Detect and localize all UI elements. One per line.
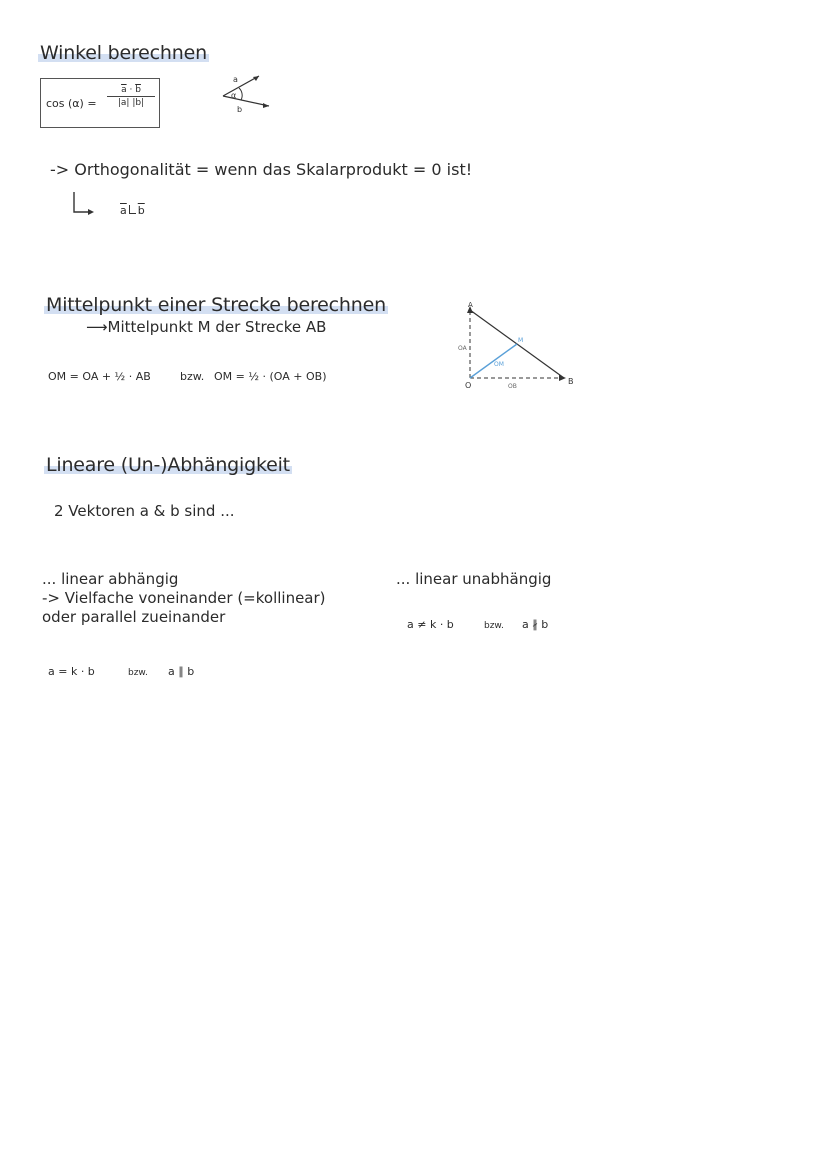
label-OA: OA (458, 345, 467, 352)
cos-formula-lhs: cos (α) = (46, 97, 97, 110)
indep-parallel: a ∦ b (522, 618, 549, 631)
vector-b-line (223, 96, 269, 106)
cos-denominator: |a| |b| (117, 98, 145, 108)
label-B: B (568, 377, 574, 386)
label-M: M (518, 337, 524, 344)
diagram-label-b: b (237, 105, 243, 114)
arrow-down-right-icon (70, 190, 100, 220)
linear-dependent-block (42, 570, 326, 627)
mittelpunkt-subtitle: ⟶Mittelpunkt M der Strecke AB (86, 318, 327, 336)
cos-numerator: $\overline{a} \cdot \overline{b}$ (121, 85, 141, 95)
indep-formula: a ≠ k · b (407, 618, 454, 631)
angle-diagram (215, 70, 275, 115)
dep-line-3: oder parallel zueinander (42, 608, 226, 626)
angle-arc (239, 88, 242, 100)
mittelpunkt-formula-2: OM = ½ · (OA + OB) (214, 370, 327, 383)
diagram-label-a: a (233, 75, 238, 84)
vector-OB-arrowhead (559, 375, 566, 381)
indep-line-1: ... linear unabhängig (396, 570, 552, 588)
indep-bzw: bzw. (484, 621, 504, 631)
fraction-bar (107, 96, 155, 97)
dep-parallel: a ∥ b (168, 665, 195, 678)
midpoint-diagram (450, 300, 585, 395)
mittelpunkt-bzw: bzw. (180, 370, 205, 383)
dep-formula: a = k · b (48, 665, 95, 678)
section-title-linear: Lineare (Un-)Abhängigkeit (46, 454, 290, 476)
label-O: O (465, 381, 472, 390)
orthogonal-text: -> Orthogonalität = wenn das Skalarprodukt = 0 ist! (50, 160, 473, 179)
linear-intro: 2 Vektoren a & b sind ... (54, 502, 235, 520)
label-OM: OM (494, 361, 504, 368)
label-OB: OB (508, 383, 517, 390)
diagram-label-alpha: α (231, 91, 237, 100)
dep-line-1: ... linear abhängig (42, 570, 179, 588)
dep-bzw: bzw. (128, 668, 148, 678)
perpendicular-notation: $\overline{a}$ $\overline{b}$ (120, 204, 145, 217)
arrow-right-icon: ⟶ (86, 318, 108, 336)
cos-formula-box (40, 78, 160, 128)
vector-a-line (223, 76, 259, 96)
section-title-mittelpunkt: Mittelpunkt einer Strecke berechnen (46, 294, 386, 316)
dep-line-2: -> Vielfache voneinander (=kollinear) (42, 589, 326, 607)
label-A: A (468, 301, 473, 309)
section-title-winkel: Winkel berechnen (40, 42, 207, 64)
cos-formula-fraction (107, 85, 155, 108)
mittelpunkt-formula-1: OM = OA + ½ · AB (48, 370, 151, 383)
perp-symbol (129, 205, 136, 214)
